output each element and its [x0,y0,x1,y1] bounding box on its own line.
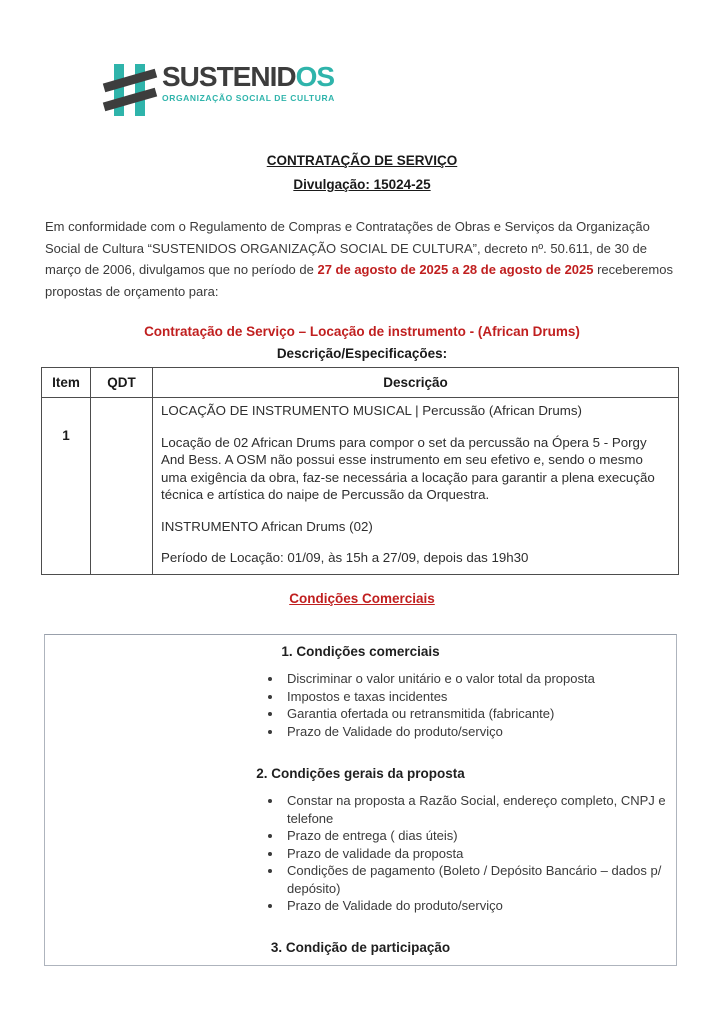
description-paragraph: INSTRUMENTO African Drums (02) [161,518,373,534]
logo-name-primary: SUSTENID [162,61,296,92]
list-item: • Prazo de Validade do produto/serviço [283,897,667,915]
document-subtitle: Divulgação: 15024-25 [293,177,431,192]
document-title: CONTRATAÇÃO DE SERVIÇO [266,153,458,168]
spec-table-header-row [42,368,679,398]
spec-label: Descrição/Especificações: [276,346,448,361]
intro-date-range: 27 de agosto de 2025 a 28 de agosto de 2025 [317,262,594,277]
spec-table [41,367,679,575]
col-header-qdt: QDT [91,368,153,398]
list-item: • Prazo de entrega ( dias úteis) [283,827,667,845]
list-item: • Impostos e taxas incidentes [283,688,667,706]
list-item: • Prazo de Validade do produto/serviço [283,723,667,741]
list-item: • Prazo de validade da proposta [283,845,667,863]
sustenidos-logo [107,62,335,116]
intro-text-after: receberemos propostas de orçamento para: [45,262,673,299]
conditions-box [44,634,677,966]
logo-name-accent: OS [295,61,335,92]
description-paragraph: Período de Locação: 01/09, às 15h a 27/09, depois das 19h30 [161,550,529,565]
condition-list [263,670,667,740]
list-item: • Condições de pagamento (Boleto / Depósito Bancário – dados p/ depósito) [283,862,667,897]
logo-wordmark [162,62,335,92]
list-item: • Discriminar o valor unitário e o valor total da proposta [283,670,667,688]
intro-paragraph [45,216,683,302]
description-paragraph: Locação de 02 African Drums para compor o set da percussão na Ópera 5 - Porgy And Bess. A OSM não possui esse instrumento em seu efetivo e, sendo o mesmo uma exigência da obra, faz-se necessária a locação para garantir a plena execução técnica e artística do naipe de Percussão da Orquestra. [161,434,655,502]
service-heading: Contratação de Serviço – Locação de instrumento - (African Drums) [144,324,580,339]
list-item: • Constar na proposta a Razão Social, endereço completo, CNPJ e telefone [283,792,667,827]
table-row [42,398,679,575]
condition-section-title: 3. Condição de participação [270,939,451,955]
conditions-heading: Condições Comerciais [289,591,435,606]
condition-list [263,792,667,915]
condition-section-title: 1. Condições comerciais [281,644,440,659]
condition-section-title: 2. Condições gerais da proposta [256,766,465,781]
list-item: • Garantia ofertada ou retransmitida (fabricante) [283,705,667,723]
cell-qdt [91,398,153,575]
logo-text [162,62,335,103]
cell-description [153,398,679,575]
cell-item-number: 1 [42,398,91,575]
description-paragraph: LOCAÇÃO DE INSTRUMENTO MUSICAL | Percussão (African Drums) [161,403,582,418]
col-header-item: Item [42,368,91,398]
logo-tagline: ORGANIZAÇÃO SOCIAL DE CULTURA [162,93,335,103]
col-header-descricao: Descrição [153,368,679,398]
hash-icon [107,64,155,116]
intro-text-before: Em conformidade com o Regulamento de Compras e Contratações de Obras e Serviços da Organização Social de Cultura “SUSTENIDOS ORGANIZAÇÃO SOCIAL DE CULTURA”, decreto nº. 50.611, de 30 de março de 2006, divulgamos que no período de [45,219,650,277]
